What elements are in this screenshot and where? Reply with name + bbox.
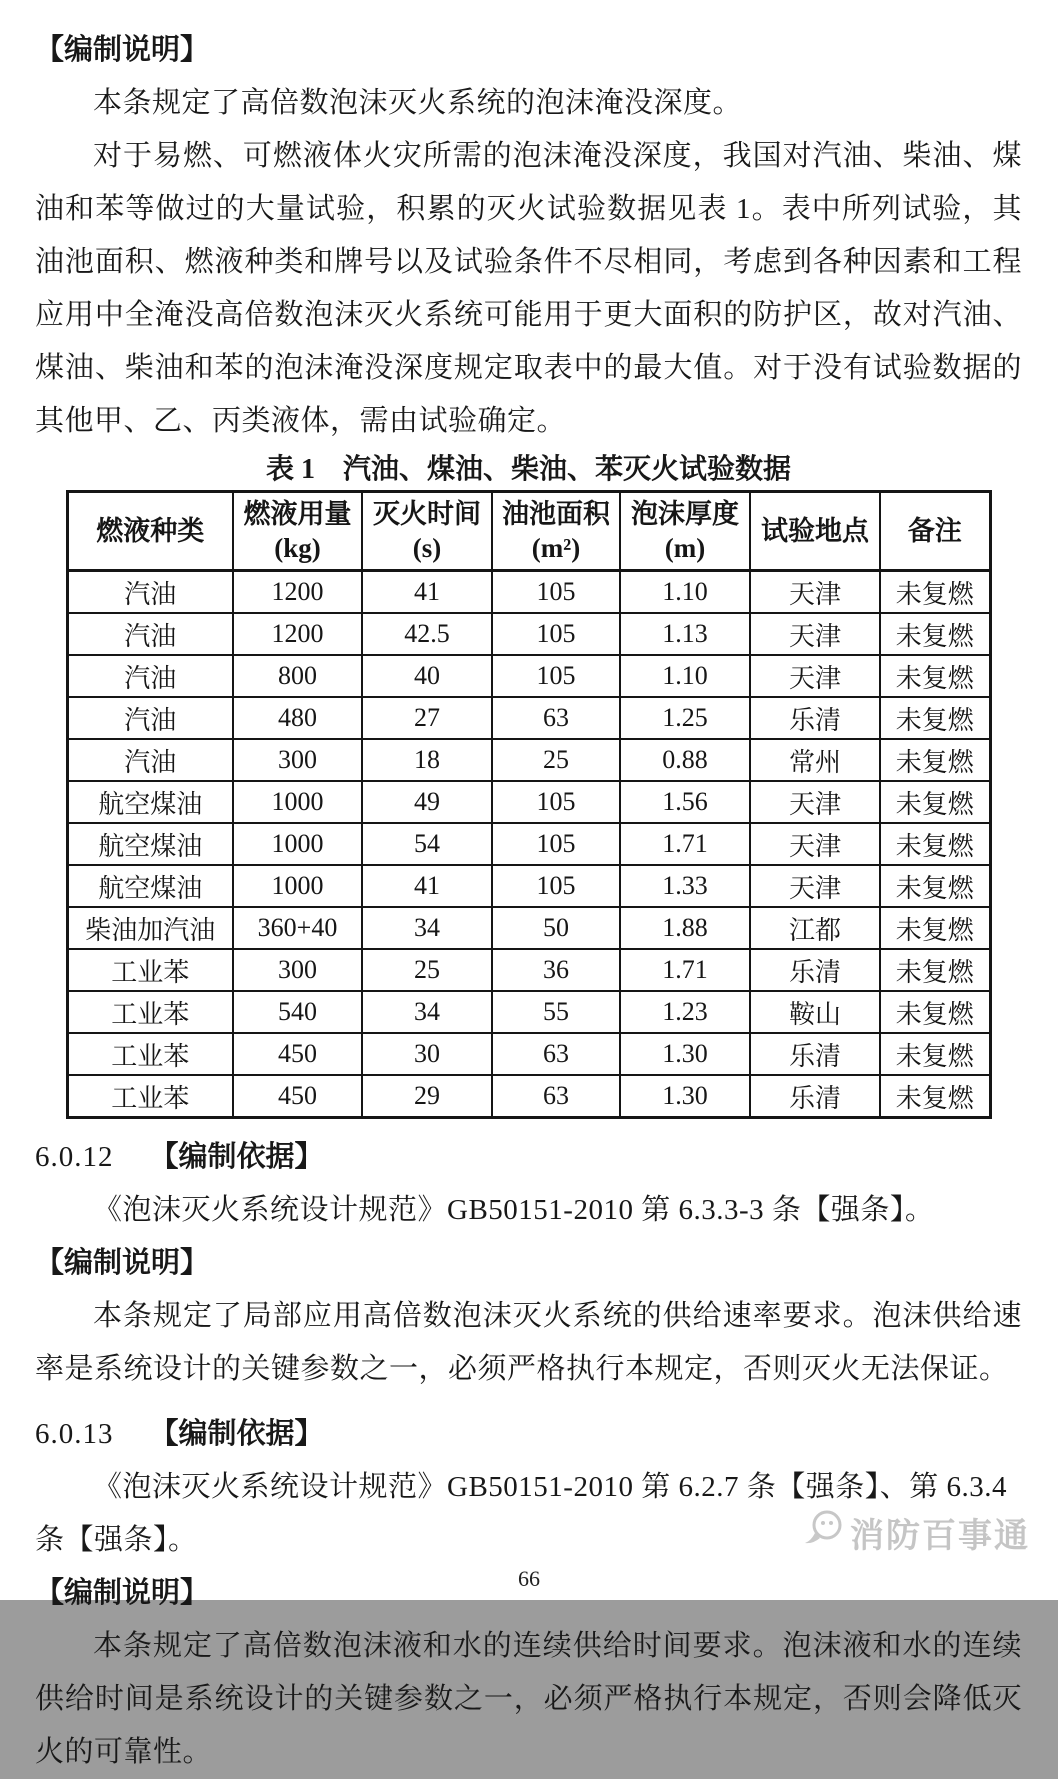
table-row	[67, 1033, 990, 1075]
table-cell: 汽油	[67, 655, 233, 697]
table-row	[67, 697, 990, 739]
table-cell: 工业苯	[67, 1033, 233, 1075]
table-cell: 41	[362, 571, 492, 614]
table-cell: 1.25	[620, 697, 750, 739]
column-header: 油池面积 (m²)	[492, 492, 620, 571]
table-cell: 未复燃	[880, 697, 990, 739]
table-row	[67, 781, 990, 823]
table-cell: 54	[362, 823, 492, 865]
basis-heading: 【编制依据】	[149, 1418, 324, 1450]
table-cell: 540	[233, 991, 362, 1033]
table-row	[67, 1075, 990, 1118]
table-cell: 25	[492, 739, 620, 781]
table-cell: 天津	[750, 613, 880, 655]
table-cell: 40	[362, 655, 492, 697]
table-cell: 105	[492, 823, 620, 865]
table-cell: 1.10	[620, 571, 750, 614]
table-row	[67, 865, 990, 907]
table-cell: 1.30	[620, 1075, 750, 1118]
table-row	[67, 991, 990, 1033]
table-cell: 50	[492, 907, 620, 949]
table-cell: 汽油	[67, 697, 233, 739]
table-cell: 天津	[750, 823, 880, 865]
basis-heading: 【编制依据】	[149, 1141, 324, 1173]
table-cell: 105	[492, 865, 620, 907]
table-cell: 18	[362, 739, 492, 781]
table-row	[67, 907, 990, 949]
table-cell: 天津	[750, 571, 880, 614]
clause-number: 6.0.12	[35, 1141, 114, 1173]
table-cell: 未复燃	[880, 949, 990, 991]
watermark-text: 消防百事通	[850, 1517, 1030, 1555]
table-cell: 未复燃	[880, 739, 990, 781]
table-cell: 1.33	[620, 865, 750, 907]
table-cell: 未复燃	[880, 907, 990, 949]
table-cell: 105	[492, 613, 620, 655]
table-cell: 柴油加汽油	[67, 907, 233, 949]
table-cell: 300	[233, 739, 362, 781]
table-row	[67, 613, 990, 655]
table-cell: 34	[362, 991, 492, 1033]
table-cell: 360+40	[233, 907, 362, 949]
table-cell: 工业苯	[67, 1075, 233, 1118]
column-header: 备注	[880, 492, 990, 571]
table-cell: 29	[362, 1075, 492, 1118]
note-text: 本条规定了局部应用高倍数泡沫灭火系统的供给速率要求。泡沫供给速率是系统设计的关键参数之一，必须严格执行本规定，否则灭火无法保证。	[35, 1300, 1022, 1385]
table-cell: 常州	[750, 739, 880, 781]
page-number: 66	[518, 1566, 540, 1591]
table-cell: 42.5	[362, 613, 492, 655]
table-body	[67, 571, 990, 1118]
table-row	[67, 571, 990, 614]
column-header: 灭火时间 (s)	[362, 492, 492, 571]
table-cell: 乐清	[750, 1075, 880, 1118]
table-cell: 汽油	[67, 613, 233, 655]
table-cell: 63	[492, 697, 620, 739]
table-cell: 800	[233, 655, 362, 697]
basis-text: 《泡沫灭火系统设计规范》GB50151-2010 第 6.3.3-3 条【强条】。	[93, 1194, 935, 1226]
table-cell: 航空煤油	[67, 865, 233, 907]
watermark	[800, 1507, 1030, 1558]
table-cell: 1200	[233, 613, 362, 655]
table-cell: 天津	[750, 781, 880, 823]
table-cell: 480	[233, 697, 362, 739]
column-header: 泡沫厚度 (m)	[620, 492, 750, 571]
chat-bubble-icon	[800, 1507, 846, 1558]
table-cell: 未复燃	[880, 613, 990, 655]
table-cell: 36	[492, 949, 620, 991]
table-cell: 天津	[750, 865, 880, 907]
table-cell: 乐清	[750, 697, 880, 739]
table-cell: 55	[492, 991, 620, 1033]
table-cell: 450	[233, 1033, 362, 1075]
table-cell: 1.13	[620, 613, 750, 655]
table-cell: 天津	[750, 655, 880, 697]
table-cell: 未复燃	[880, 991, 990, 1033]
table-cell: 未复燃	[880, 571, 990, 614]
intro-paragraph-2: 对于易燃、可燃液体火灾所需的泡沫淹没深度，我国对汽油、柴油、煤油和苯等做过的大量试验，积累的灭火试验数据见表 1。表中所列试验，其油池面积、燃液种类和牌号以及试验条件不尽相同，考虑到各种因素和工程应用中全淹没高倍数泡沫灭火系统可能用于更大面积的防护区，故对汽油、煤油、柴油和苯的泡沫淹没深度规定取表中的最大值。对于没有试验数据的其他甲、乙、丙类液体，需由试验确定。	[35, 140, 1022, 437]
table-cell: 未复燃	[880, 823, 990, 865]
table-cell: 乐清	[750, 1033, 880, 1075]
table-row	[67, 949, 990, 991]
clause-heading	[35, 1131, 1022, 1184]
note-text: 本条规定了高倍数泡沫液和水的连续供给时间要求。泡沫液和水的连续供给时间是系统设计的关键参数之一，必须严格执行本规定，否则会降低灭火的可靠性。	[35, 1630, 1022, 1768]
table-cell: 300	[233, 949, 362, 991]
table-cell: 41	[362, 865, 492, 907]
table-cell: 汽油	[67, 571, 233, 614]
table-cell: 乐清	[750, 949, 880, 991]
table-cell: 航空煤油	[67, 781, 233, 823]
table-cell: 105	[492, 571, 620, 614]
table-cell: 航空煤油	[67, 823, 233, 865]
table-cell: 27	[362, 697, 492, 739]
table-cell: 450	[233, 1075, 362, 1118]
clause-number: 6.0.13	[35, 1418, 114, 1450]
table-cell: 105	[492, 655, 620, 697]
note-heading: 【编制说明】	[35, 34, 210, 66]
table-cell: 未复燃	[880, 1033, 990, 1075]
table-cell: 1.23	[620, 991, 750, 1033]
table-cell: 1.30	[620, 1033, 750, 1075]
table-title: 表 1 汽油、煤油、柴油、苯灭火试验数据	[265, 454, 791, 485]
table-cell: 25	[362, 949, 492, 991]
clause-6-0-13	[35, 1408, 1022, 1779]
table-cell: 鞍山	[750, 991, 880, 1033]
table-row	[67, 739, 990, 781]
table-cell: 工业苯	[67, 991, 233, 1033]
note-heading: 【编制说明】	[35, 1247, 210, 1279]
table-header-row	[67, 492, 990, 571]
table-cell: 汽油	[67, 739, 233, 781]
clause-heading	[35, 1408, 1022, 1461]
column-header: 燃液用量 (kg)	[233, 492, 362, 571]
basis-text: 《泡沫灭火系统设计规范》GB50151-2010 第 6.2.7 条【强条】、第 6.3.4 条【强条】。	[35, 1471, 1007, 1556]
table-cell: 未复燃	[880, 781, 990, 823]
table-cell: 63	[492, 1075, 620, 1118]
table-cell: 工业苯	[67, 949, 233, 991]
table-cell: 63	[492, 1033, 620, 1075]
table-cell: 未复燃	[880, 1075, 990, 1118]
table-cell: 0.88	[620, 739, 750, 781]
table-cell: 1.10	[620, 655, 750, 697]
fire-test-data-table	[66, 490, 992, 1119]
table-cell: 1.56	[620, 781, 750, 823]
table-cell: 未复燃	[880, 865, 990, 907]
table-cell: 1000	[233, 823, 362, 865]
table-cell: 1.71	[620, 823, 750, 865]
table-cell: 30	[362, 1033, 492, 1075]
table-cell: 1000	[233, 781, 362, 823]
clause-6-0-12	[35, 1131, 1022, 1396]
table-cell: 江都	[750, 907, 880, 949]
table-cell: 未复燃	[880, 655, 990, 697]
table-cell: 49	[362, 781, 492, 823]
table-cell: 1200	[233, 571, 362, 614]
table-cell: 1.71	[620, 949, 750, 991]
table-cell: 1000	[233, 865, 362, 907]
column-header: 燃液种类	[67, 492, 233, 571]
note-heading: 【编制说明】	[35, 1577, 210, 1609]
table-cell: 34	[362, 907, 492, 949]
column-header: 试验地点	[750, 492, 880, 571]
table-row	[67, 655, 990, 697]
table-cell: 105	[492, 781, 620, 823]
intro-paragraph-1: 本条规定了高倍数泡沫灭火系统的泡沫淹没深度。	[93, 87, 743, 119]
table-row	[67, 823, 990, 865]
table-cell: 1.88	[620, 907, 750, 949]
